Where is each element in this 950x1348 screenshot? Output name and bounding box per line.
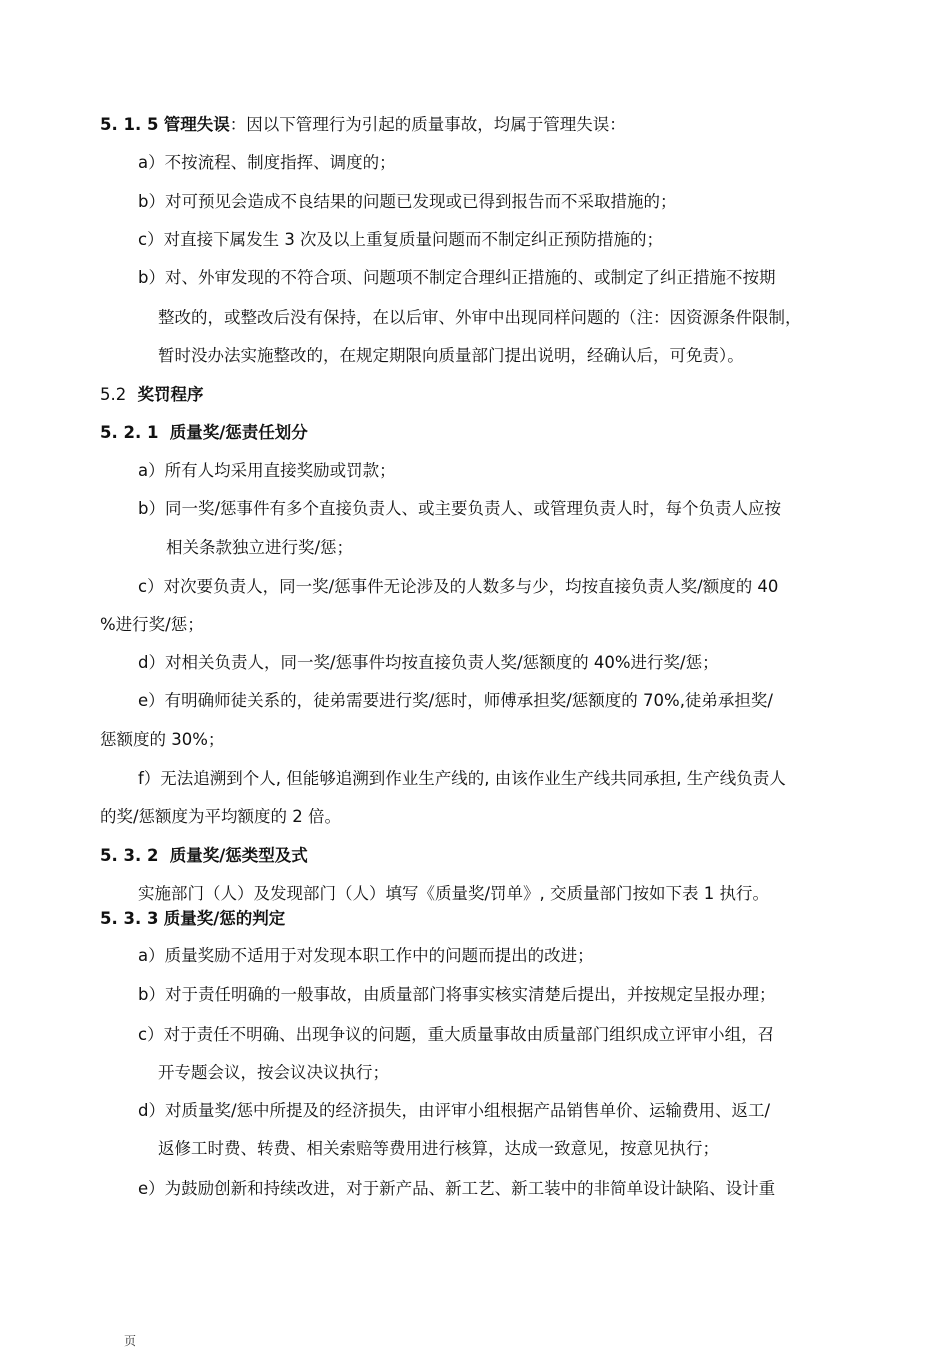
section-number: 5. 3. 2 xyxy=(100,846,159,865)
section-number: 5. 2. 1 xyxy=(100,423,159,442)
list-item: e）为鼓励创新和持续改进，对于新产品、新工艺、新工装中的非简单设计缺陷、设计重 xyxy=(138,1179,776,1198)
section-title: 质量奖/惩责任划分 xyxy=(169,423,308,442)
list-item: b）对于责任明确的一般事故，由质量部门将事实核实清楚后提出，并按规定呈报办理； xyxy=(138,985,776,1004)
list-item: c）对直接下属发生 3 次及以上重复质量问题而不制定纠正预防措施的； xyxy=(138,230,664,249)
list-item: b）同一奖/惩事件有多个直接负责人、或主要负责人、或管理负责人时，每个负责人应按 xyxy=(138,499,782,518)
list-item: a）不按流程、制度指挥、调度的； xyxy=(138,153,396,172)
list-item: b）对可预见会造成不良结果的问题已发现或已得到报告而不采取措施的； xyxy=(138,192,677,211)
list-item: f）无法追溯到个人, 但能够追溯到作业生产线的, 由该作业生产线共同承担, 生产线负责人 xyxy=(138,769,786,788)
section-title: 奖罚程序 xyxy=(137,385,204,404)
section-number: 5. 1. 5 xyxy=(100,115,159,134)
section-5-3-3-heading xyxy=(100,908,285,930)
list-item: d）对质量奖/惩中所提及的经济损失，由评审小组根据产品销售单价、运输费用、返工/ xyxy=(138,1101,771,1120)
page-footer: 页 xyxy=(124,1334,137,1348)
list-item: c）对次要负责人，同一奖/惩事件无论涉及的人数多与少，均按直接负责人奖/额度的 40 xyxy=(138,577,779,596)
section-title: 质量奖/惩的判定 xyxy=(163,909,286,928)
list-item-continued: 整改的，或整改后没有保持，在以后审、外审中出现同样问题的（注：因资源条件限制， xyxy=(158,308,802,327)
list-item-continued: %进行奖/惩； xyxy=(100,615,204,634)
section-5-2-heading xyxy=(100,384,204,406)
section-5-1-5-heading xyxy=(100,114,626,136)
list-item-continued: 相关条款独立进行奖/惩； xyxy=(166,538,354,557)
paragraph: 实施部门（人）及发现部门（人）填写《质量奖/罚单》, 交质量部门按如下表 1 执行。 xyxy=(138,884,770,903)
section-intro: ：因以下管理行为引起的质量事故，均属于管理失误： xyxy=(229,115,626,134)
list-item-continued: 返修工时费、转费、相关索赔等费用进行核算，达成一致意见，按意见执行； xyxy=(158,1139,719,1158)
list-item-continued: 惩额度的 30%； xyxy=(100,730,225,749)
list-item: a）质量奖励不适用于对发现本职工作中的问题而提出的改进； xyxy=(138,946,594,965)
section-number: 5.2 xyxy=(100,385,127,404)
list-item-continued: 暂时没办法实施整改的，在规定期限向质量部门提出说明，经确认后，可免责）。 xyxy=(158,346,744,365)
section-title: 质量奖/惩类型及式 xyxy=(169,846,308,865)
section-number: 5. 3. 3 xyxy=(100,909,159,928)
list-item: c）对于责任不明确、出现争议的问题，重大质量事故由质量部门组织成立评审小组，召 xyxy=(138,1025,775,1044)
list-item: e）有明确师徒关系的，徒弟需要进行奖/惩时，师傅承担奖/惩额度的 70%,徒弟承担奖/ xyxy=(138,691,773,710)
section-5-2-1-heading xyxy=(100,422,308,444)
section-5-3-2-heading xyxy=(100,845,308,867)
list-item: d）对相关负责人，同一奖/惩事件均按直接负责人奖/惩额度的 40%进行奖/惩； xyxy=(138,653,719,672)
list-item: a）所有人均采用直接奖励或罚款； xyxy=(138,461,396,480)
list-item-continued: 的奖/惩额度为平均额度的 2 倍。 xyxy=(100,807,342,826)
list-item-continued: 开专题会议，按会议决议执行； xyxy=(158,1063,389,1082)
list-item: b）对、外审发现的不符合项、问题项不制定合理纠正措施的、或制定了纠正措施不按期 xyxy=(138,268,776,287)
section-title: 管理失误 xyxy=(163,115,230,134)
